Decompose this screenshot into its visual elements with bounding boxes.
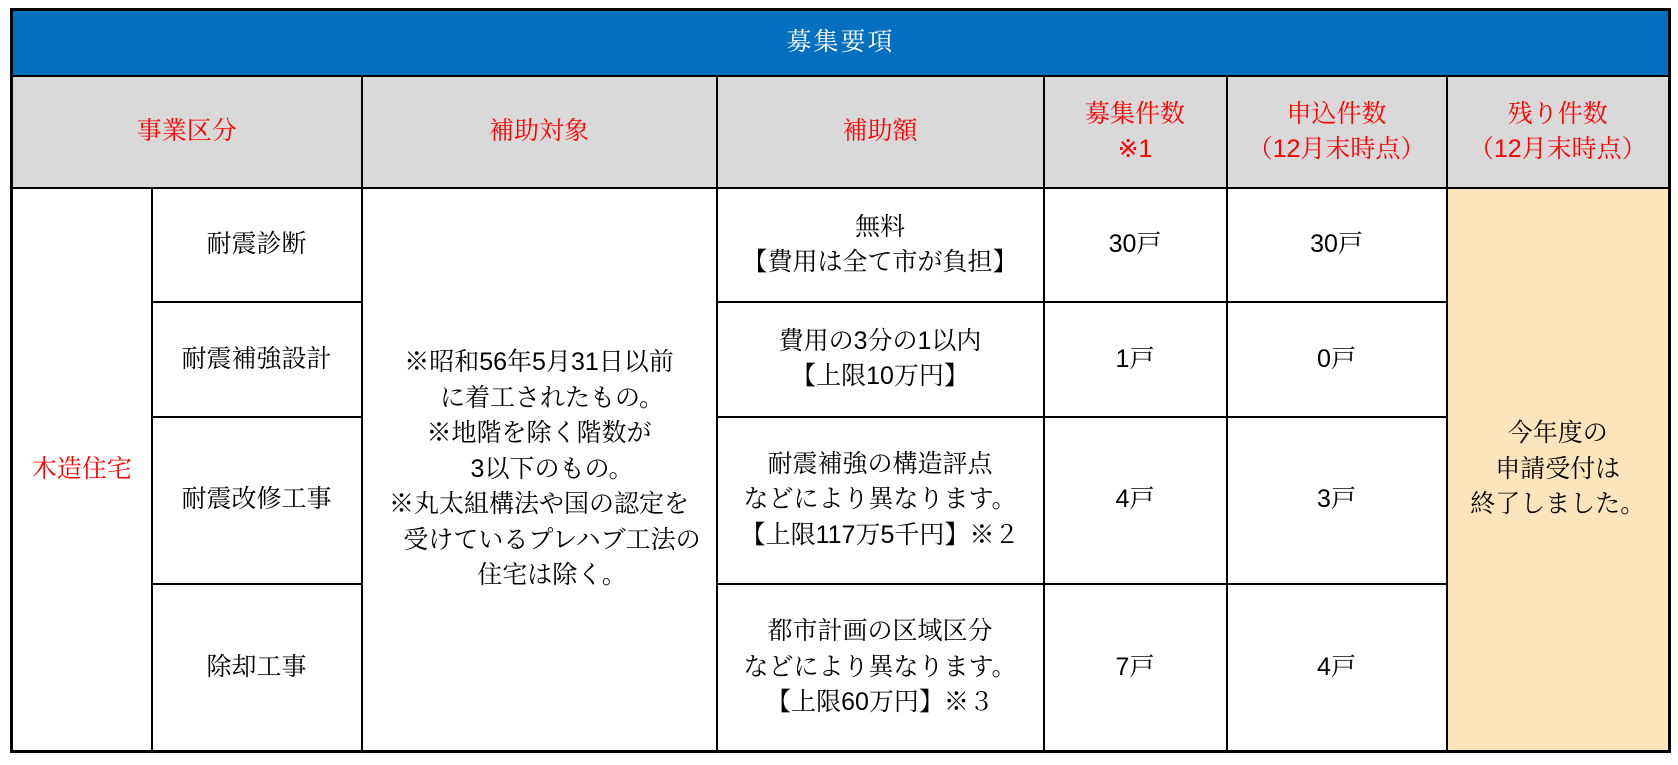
header-applied-line1: 申込件数 [1286,99,1387,128]
row-quota-0: 30戸 [1044,188,1227,302]
row-quota-1: 1戸 [1044,302,1227,416]
row-applied-0: 30戸 [1227,188,1447,302]
row-amount-2-line-0: 耐震補強の構造評点 [767,449,993,478]
table-title: 募集要項 [12,10,1670,77]
row-quota-3: 7戸 [1044,584,1227,752]
header-target: 補助対象 [362,76,717,188]
header-remaining [1447,76,1670,188]
row-amount-1-line-0: 費用の3分の1以内 [778,326,982,355]
row-amount-1 [717,302,1044,416]
subsidy-table [10,8,1671,753]
row-amount-0 [717,188,1044,302]
row-name-0: 耐震診断 [152,188,362,302]
condition-line-1: に着工されたもの。 [439,383,664,412]
condition-line-2: ※地階を除く階数が [426,419,652,448]
row-amount-3-line-2: 【上限60万円】※３ [766,688,994,717]
header-applied [1227,76,1447,188]
table-row [12,302,1670,416]
header-remaining-line1: 残り件数 [1507,99,1608,128]
row-applied-2: 3戸 [1227,417,1447,584]
row-amount-2-line-2: 【上限117万5千円】※２ [740,520,1020,549]
remaining-note-line-0: 今年度の [1507,419,1608,448]
table-header-row [12,76,1670,188]
remaining-note [1447,188,1670,752]
category-wooden-house: 木造住宅 [12,188,152,752]
header-amount: 補助額 [717,76,1044,188]
header-remaining-line2: （12月末時点） [1468,135,1647,163]
header-quota-line1: 募集件数 [1084,99,1185,128]
row-amount-3-line-1: などにより異なります。 [743,652,1017,681]
header-quota-line2: ※1 [1117,135,1153,163]
row-amount-0-line-0: 無料 [854,212,905,241]
row-applied-3: 4戸 [1227,584,1447,752]
row-amount-1-line-1: 【上限10万円】 [791,362,969,391]
condition-line-5: 受けているプレハブ工法の [403,525,701,554]
row-quota-2: 4戸 [1044,417,1227,584]
row-name-3: 除却工事 [152,584,362,752]
row-amount-3-line-0: 都市計画の区域区分 [767,617,993,646]
row-name-2: 耐震改修工事 [152,417,362,584]
row-applied-1: 0戸 [1227,302,1447,416]
condition-line-6: 住宅は除く。 [477,561,627,590]
table-row [12,584,1670,752]
row-name-1: 耐震補強設計 [152,302,362,416]
header-applied-line2: （12月末時点） [1247,135,1426,163]
condition-line-3: 3以下のもの。 [470,454,634,483]
row-amount-2-line-1: などにより異なります。 [743,485,1017,514]
table-title-row [12,10,1670,77]
remaining-note-line-1: 申請受付は [1495,454,1621,483]
condition-line-4: ※丸太組構法や国の認定を [388,490,689,519]
condition-line-0: ※昭和56年5月31日以前 [404,348,674,377]
header-category: 事業区分 [12,76,362,188]
row-amount-3 [717,584,1044,752]
row-amount-0-line-1: 【費用は全て市が負担】 [742,248,1018,277]
header-quota [1044,76,1227,188]
table-row [12,188,1670,302]
row-amount-2 [717,417,1044,584]
table-row [12,417,1670,584]
remaining-note-line-2: 終了しました。 [1470,490,1646,519]
eligibility-conditions [362,188,717,752]
